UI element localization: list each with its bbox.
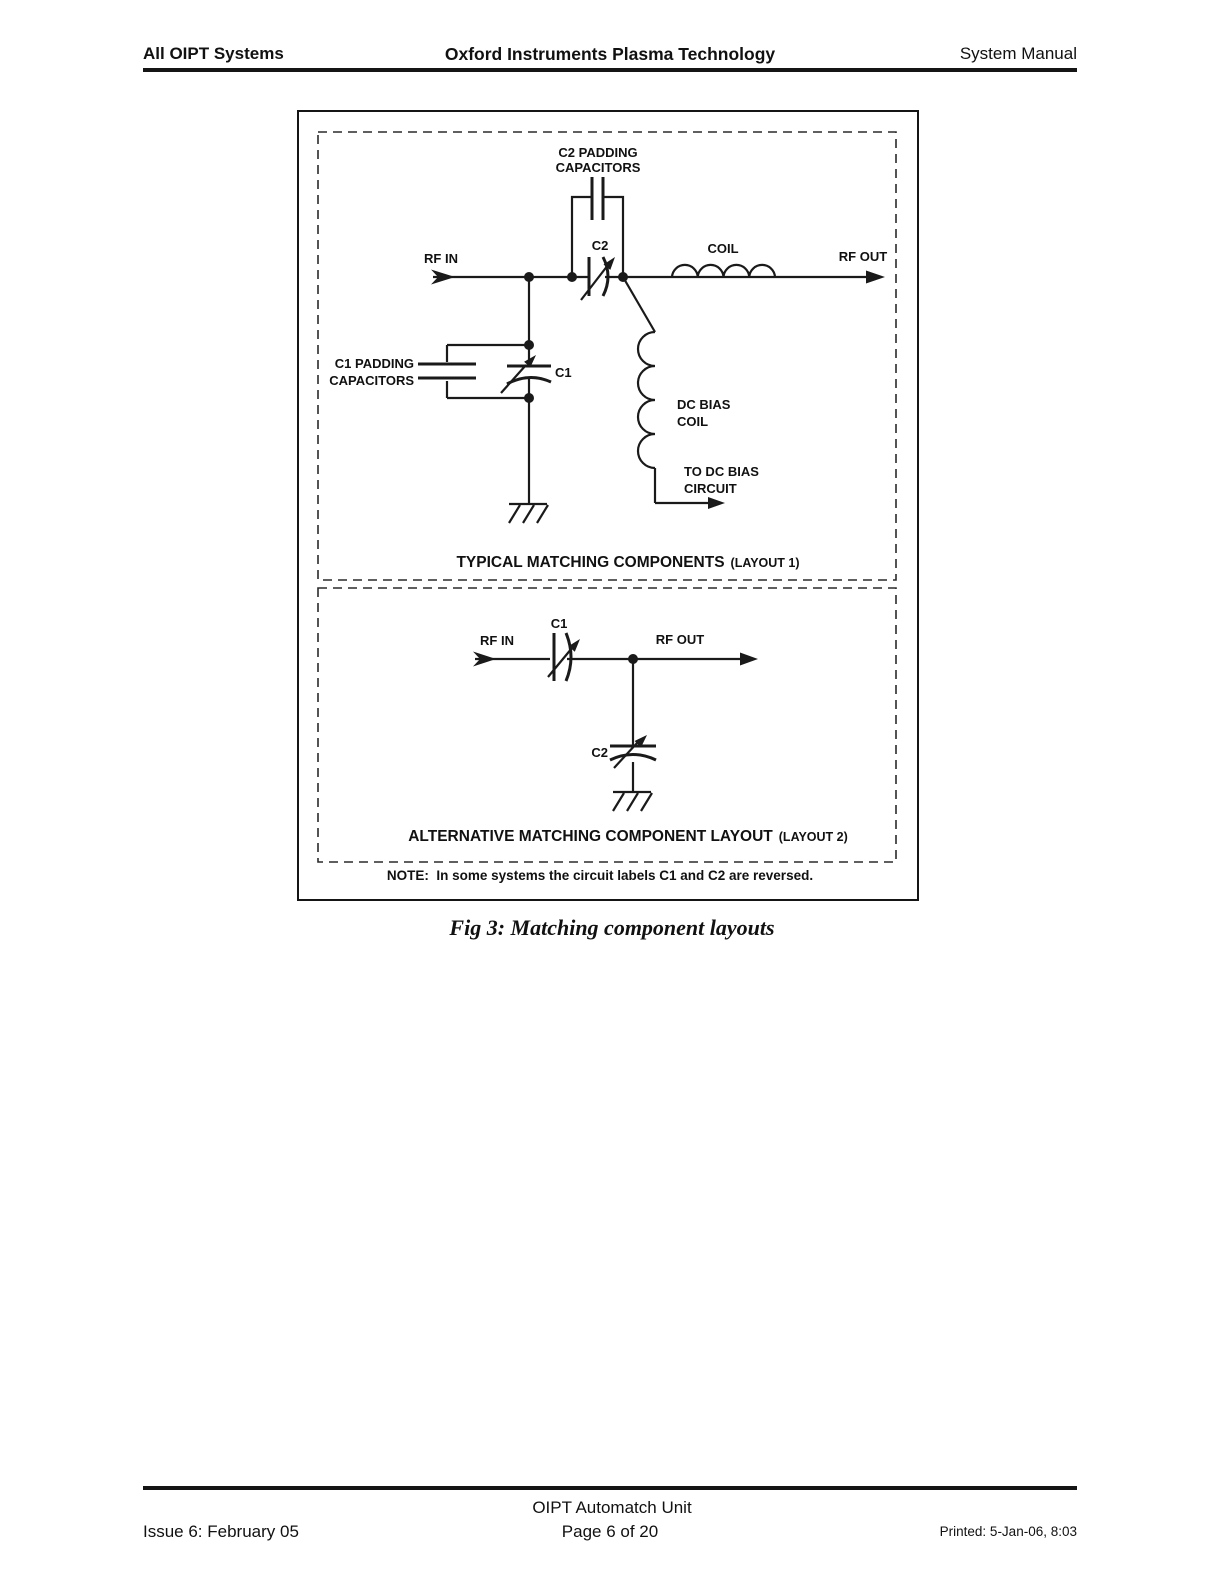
dc-bias-label-line2: COIL [676, 413, 708, 429]
c2-padding-label-line1: C2 PADDING [557, 144, 638, 160]
c1-padding-label-line1: C1 PADDING [334, 355, 414, 371]
footer-printed-timestamp: Printed: 5-Jan-06, 8:03 [939, 1524, 1077, 1539]
dc-bias-arrow [708, 497, 725, 509]
figure-note: NOTE: In some systems the circuit labels C1 and C2 are reversed. [386, 867, 813, 883]
footer-page-number: Page 6 of 20 [561, 1522, 659, 1541]
panel2-rf-out-arrow [740, 652, 758, 665]
panel1-rf-out-arrow [866, 270, 885, 283]
panel2-caption-suffix: (LAYOUT 2) [778, 829, 848, 844]
panel2-caption-main: ALTERNATIVE MATCHING COMPONENT LAYOUT [407, 827, 773, 845]
header-left-title: All OIPT Systems [143, 44, 284, 63]
page-footer [143, 1522, 1077, 1542]
ground-icon [509, 504, 548, 523]
footer-unit-title: OIPT Automatch Unit [532, 1498, 692, 1517]
to-dc-bias-label-line2: CIRCUIT [683, 480, 737, 496]
c2-variable-capacitor-symbol [581, 257, 615, 300]
coil-label: COIL [706, 240, 739, 256]
panel2-c1-variable-capacitor-symbol [548, 633, 580, 681]
coil-symbol [672, 264, 775, 276]
panel1-rf-out-label: RF OUT [838, 248, 887, 264]
panel1-rf-in-label: RF IN [423, 250, 458, 266]
c2-padding-capacitor-symbol [572, 177, 623, 277]
panel1-caption-suffix: (LAYOUT 1) [730, 555, 800, 570]
header-center-title: Oxford Instruments Plasma Technology [444, 44, 776, 64]
dc-bias-branch-wire [623, 277, 655, 332]
panel1-c1-label: C1 [554, 364, 572, 380]
panel1-c2-label: C2 [591, 237, 608, 253]
to-dc-bias-label-line1: TO DC BIAS [683, 463, 759, 479]
c1-padding-capacitor-symbol [418, 345, 529, 398]
figure-frame [297, 110, 919, 901]
header-right-title: System Manual [959, 44, 1077, 63]
dc-bias-coil-symbol [638, 332, 655, 468]
panel2-caption [408, 828, 848, 845]
c1-variable-capacitor-symbol [501, 355, 551, 393]
panel1-caption [456, 554, 799, 571]
dc-bias-label-line1: DC BIAS [676, 396, 730, 412]
ground-icon [613, 792, 652, 811]
c2-padding-label-line2: CAPACITORS [555, 159, 640, 175]
footer-issue: Issue 6: February 05 [143, 1522, 299, 1541]
header-rule [143, 68, 1077, 72]
junction-dot [567, 272, 577, 282]
panel2-rf-in-label: RF IN [479, 632, 514, 648]
page-header [143, 44, 1077, 66]
panel2-dashed-border [318, 588, 896, 862]
footer-rule [143, 1486, 1077, 1490]
matching-layouts-diagram [297, 110, 919, 901]
panel2-rf-out-label: RF OUT [655, 631, 704, 647]
c1-padding-label-line2: CAPACITORS [328, 372, 414, 388]
panel2-c2-label: C2 [590, 744, 608, 760]
figure-caption: Fig 3: Matching component layouts [449, 915, 775, 940]
panel1-caption-main: TYPICAL MATCHING COMPONENTS [455, 553, 725, 571]
panel2-c1-label: C1 [550, 615, 567, 631]
